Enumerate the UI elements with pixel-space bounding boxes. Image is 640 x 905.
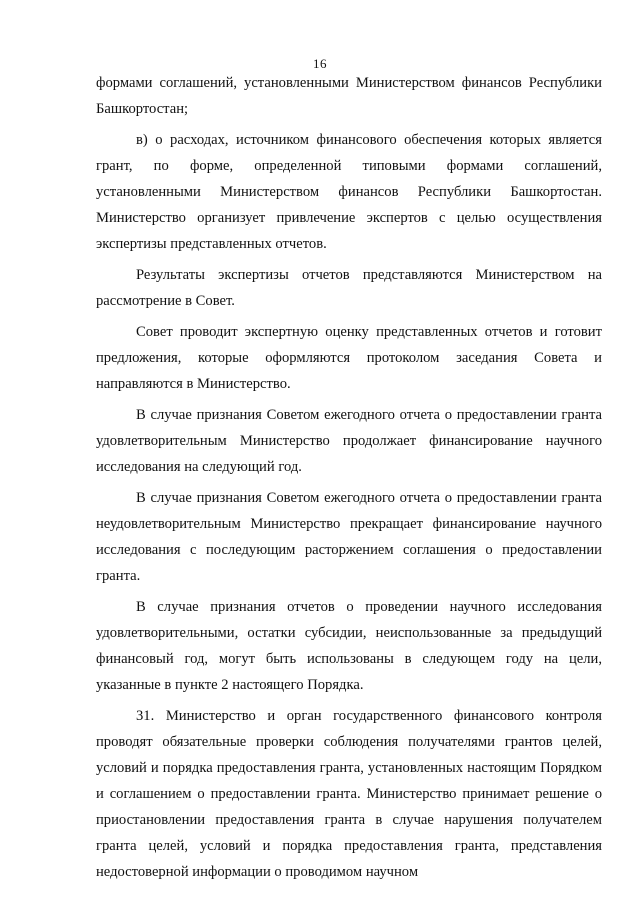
page-number: 16 xyxy=(313,56,327,71)
document-body xyxy=(96,70,602,885)
paragraph-satisfactory-report: В случае признания Советом ежегодного отчета о предоставлении гранта удовлетворительным Министерство продолжает финансирование научного исследования на следующий год. xyxy=(96,407,602,475)
paragraph-item-31: 31. Министерство и орган государственного финансового контроля проводят обязательные проверки соблюдения получателями грантов целей, условий и порядка предоставления гранта, установленных настоящим Порядком и соглашением о предоставлении гранта. Министерство принимает решение о приостановлении предоставления гранта в случае нарушения получателем гранта целей, условий и порядка предоставления гранта, представления недостоверной информации о проводимом научном xyxy=(96,708,602,880)
paragraph-item-v: в) о расходах, источником финансового обеспечения которых является грант, по форме, определенной типовыми формами соглашений, установленными Министерством финансов Республики Башкортостан. Министерство организует привлечение экспертов с целью осуществления экспертизы представленных отчетов. xyxy=(96,132,602,252)
paragraph-continuation: формами соглашений, установленными Министерством финансов Республики Башкортостан; xyxy=(96,75,602,117)
paragraph-council-evaluation: Совет проводит экспертную оценку представленных отчетов и готовит предложения, которые оформляются протоколом заседания Совета и направляются в Министерство. xyxy=(96,324,602,392)
paragraph-subsidy-remainder: В случае признания отчетов о проведении научного исследования удовлетворительными, остатки субсидии, неиспользованные за предыдущий финансовый год, могут быть использованы в следующем году на цели, указанные в пункте 2 настоящего Порядка. xyxy=(96,599,602,693)
paragraph-unsatisfactory-report: В случае признания Советом ежегодного отчета о предоставлении гранта неудовлетворительным Министерство прекращает финансирование научного исследования с последующим расторжением соглашения о предоставлении гранта. xyxy=(96,490,602,584)
paragraph-expertise-results: Результаты экспертизы отчетов представляются Министерством на рассмотрение в Совет. xyxy=(96,267,602,309)
